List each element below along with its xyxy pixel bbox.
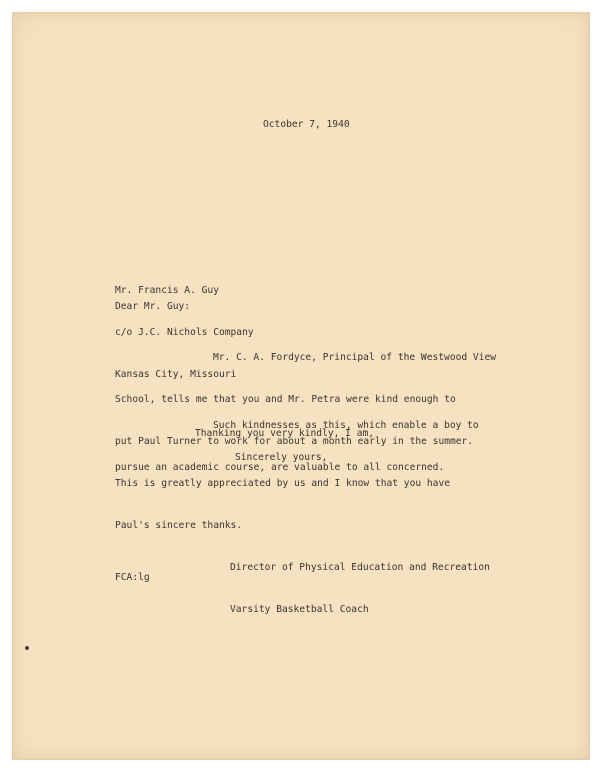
salutation: Dear Mr. Guy: [115, 301, 191, 312]
paragraph-line: Mr. C. A. Fordyce, Principal of the Westwood View [213, 352, 497, 363]
paragraph-line: Paul's sincere thanks. [115, 520, 243, 531]
address-line: Kansas City, Missouri [115, 369, 237, 380]
closing-line: Thanking you very kindly, I am, [195, 428, 375, 439]
complimentary-close: Sincerely yours, [235, 452, 328, 463]
paragraph-line: pursue an academic course, are valuable to all concerned. [115, 462, 445, 473]
paragraph-line: This is greatly appreciated by us and I know that you have [115, 478, 451, 489]
reference-initials: FCA:lg [115, 572, 150, 583]
signature-title-line: Varsity Basketball Coach [230, 604, 369, 615]
ink-spot [25, 646, 29, 650]
signature-block [230, 533, 490, 645]
body-paragraph-2 [115, 391, 479, 503]
paragraph-line: Such kindnesses as this, which enable a boy to [213, 420, 479, 431]
signature-title-line: Director of Physical Education and Recreation [230, 562, 490, 573]
paragraph-line: School, tells me that you and Mr. Petra were kind enough to [115, 394, 456, 405]
letter-page [12, 12, 590, 760]
address-line: c/o J.C. Nichols Company [115, 327, 254, 338]
address-line: Mr. Francis A. Guy [115, 285, 219, 296]
paragraph-line: put Paul Turner to work for about a month early in the summer. [115, 436, 474, 447]
letter-date: October 7, 1940 [263, 119, 350, 130]
